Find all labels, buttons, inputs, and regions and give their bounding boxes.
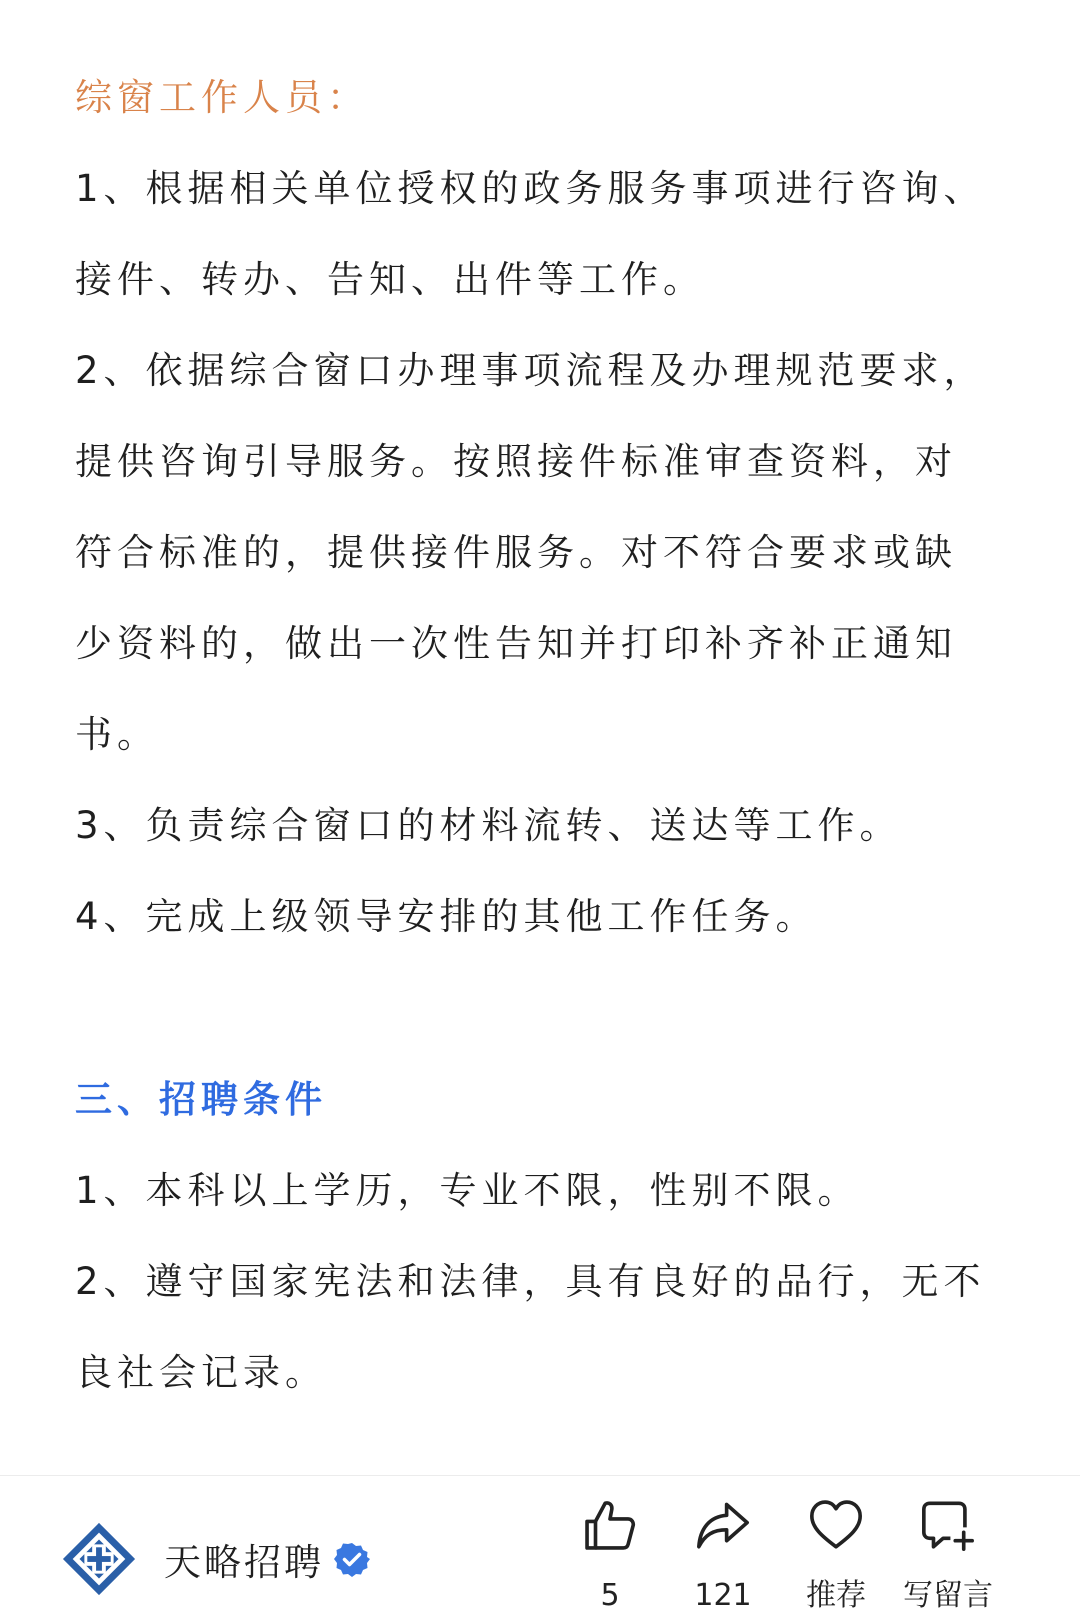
bottom-action-bar <box>0 1475 1080 1613</box>
account-name[interactable]: 天略招聘 <box>164 1541 324 1584</box>
write-comment-button[interactable] <box>893 1496 1003 1612</box>
article-line: 少资料的，做出一次性告知并打印补齐补正通知 <box>75 622 957 665</box>
article-line: 符合标准的，提供接件服务。对不符合要求或缺 <box>75 531 957 574</box>
article-line: 良社会记录。 <box>75 1351 327 1394</box>
diamond-logo-icon <box>60 1520 138 1598</box>
section-heading-requirements: 三、招聘条件 <box>75 1078 327 1121</box>
article-line: 1、本科以上学历，专业不限，性别不限。 <box>75 1169 860 1212</box>
article-line: 3、负责综合窗口的材料流转、送达等工作。 <box>75 804 902 847</box>
section-heading-window-staff: 综窗工作人员： <box>75 76 369 119</box>
verified-badge-icon <box>334 1541 370 1577</box>
recommend-button[interactable] <box>781 1496 891 1612</box>
article-line: 接件、转办、告知、出件等工作。 <box>75 258 705 301</box>
recommend-label: 推荐 <box>806 1578 866 1613</box>
article-line: 2、依据综合窗口办理事项流程及办理规范要求， <box>75 349 986 392</box>
like-count: 5 <box>600 1578 620 1613</box>
article-line: 提供咨询引导服务。按照接件标准审查资料，对 <box>75 440 957 483</box>
article-line: 4、完成上级领导安排的其他工作任务。 <box>75 895 818 938</box>
share-button[interactable] <box>668 1496 778 1612</box>
write-comment-label: 写留言 <box>903 1578 993 1613</box>
like-button[interactable] <box>555 1496 665 1612</box>
article-line: 书。 <box>75 713 159 756</box>
thumbs-up-icon <box>581 1496 639 1554</box>
article-line: 1、根据相关单位授权的政务服务事项进行咨询、 <box>75 167 986 210</box>
heart-icon <box>807 1496 865 1554</box>
article-line: 2、遵守国家宪法和法律，具有良好的品行，无不 <box>75 1260 986 1303</box>
share-icon <box>694 1496 752 1554</box>
account-info[interactable] <box>60 1514 370 1604</box>
comment-icon <box>919 1496 977 1554</box>
share-count: 121 <box>694 1578 752 1613</box>
